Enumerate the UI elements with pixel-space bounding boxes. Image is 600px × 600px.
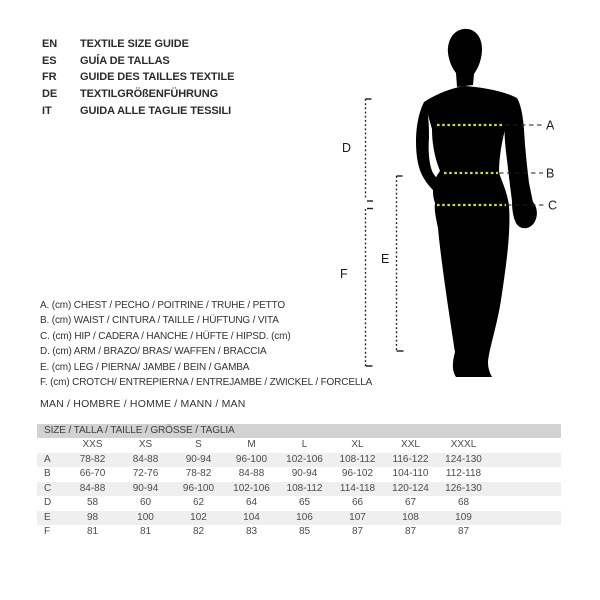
- row-label: B: [44, 468, 51, 479]
- marker-c-label: C: [548, 198, 558, 213]
- legend-line: B. (cm) WAIST / CINTURA / TAILLE / HÜFTUNG / VITA: [40, 315, 279, 327]
- table-cell: 108-112: [339, 453, 376, 465]
- table-cell: 87: [457, 526, 470, 537]
- table-cell: 60: [139, 497, 152, 508]
- table-cell: 106: [296, 511, 313, 523]
- table-cell: 66: [351, 497, 364, 508]
- table-row: [37, 482, 561, 497]
- table-cell: 108: [402, 511, 419, 523]
- language-title: TEXTILGRÖßENFÜHRUNG: [80, 88, 219, 101]
- size-table-title: SIZE / TALLA / TAILLE / GRÖSSE / TAGLIA: [37, 424, 561, 438]
- table-cell: 104: [243, 511, 260, 523]
- table-cell: 85: [298, 526, 311, 537]
- table-cell: 68: [457, 497, 470, 508]
- language-row: [42, 103, 234, 120]
- table-row: [37, 453, 561, 468]
- row-label: A: [44, 453, 51, 465]
- silhouette-head: [448, 29, 482, 87]
- language-title-list: [42, 36, 234, 120]
- silhouette-torso-legs: [424, 86, 517, 377]
- marker-e-label: E: [381, 252, 390, 266]
- language-title: GUIDA ALLE TAGLIE TESSILI: [80, 104, 232, 117]
- language-code: DE: [42, 88, 58, 101]
- row-label: C: [44, 482, 52, 494]
- table-row: [37, 525, 561, 540]
- size-table: [37, 424, 561, 540]
- language-code: ES: [42, 54, 57, 67]
- row-label: D: [44, 497, 52, 508]
- table-cell: 104-110: [392, 468, 429, 479]
- table-cell: M: [247, 439, 256, 450]
- table-row: [37, 438, 561, 453]
- table-cell: 120-124: [392, 482, 429, 494]
- language-row: [42, 86, 234, 103]
- table-cell: 81: [86, 526, 99, 537]
- row-label: E: [44, 511, 51, 523]
- table-cell: 66-70: [79, 468, 106, 479]
- table-cell: 96-100: [235, 453, 268, 465]
- table-cell: XL: [351, 439, 364, 450]
- legend-line: F. (cm) CROTCH/ ENTREPIERNA / ENTREJAMBE / ZWICKEL / FORCELLA: [40, 377, 373, 389]
- language-title: TEXTILE SIZE GUIDE: [80, 38, 189, 50]
- language-row: [42, 53, 234, 70]
- table-cell: 83: [245, 526, 258, 537]
- gender-line: MAN / HOMBRE / HOMME / MANN / MAN: [40, 398, 246, 411]
- table-cell: 67: [404, 497, 417, 508]
- marker-d-label: D: [342, 141, 352, 155]
- table-cell: 124-130: [445, 453, 482, 465]
- table-cell: XXL: [401, 439, 420, 450]
- table-cell: 78-82: [185, 468, 212, 479]
- size-table-body: [37, 438, 561, 540]
- table-cell: 107: [349, 511, 366, 523]
- language-code: IT: [42, 104, 52, 117]
- legend-line: D. (cm) ARM / BRAZO/ BRAS/ WAFFEN / BRACCIA: [40, 346, 267, 358]
- language-row: [42, 69, 234, 86]
- table-cell: 64: [245, 497, 258, 508]
- language-code: EN: [42, 38, 58, 50]
- table-cell: 90-94: [132, 482, 159, 494]
- table-cell: XS: [138, 439, 153, 450]
- man-silhouette: [416, 29, 537, 377]
- table-cell: 82: [192, 526, 205, 537]
- table-cell: S: [195, 439, 202, 450]
- table-row: [37, 467, 561, 482]
- language-row: [42, 36, 234, 53]
- table-cell: 112-118: [445, 468, 482, 479]
- row-label: F: [44, 526, 51, 537]
- table-cell: 109: [455, 511, 472, 523]
- measurement-legend: [40, 298, 372, 412]
- legend-line: A. (cm) CHEST / PECHO / POITRINE / TRUHE / PETTO: [40, 300, 286, 311]
- table-cell: 72-76: [132, 468, 159, 479]
- language-title: GUIDE DES TAILLES TEXTILE: [80, 71, 235, 84]
- table-cell: 84-88: [238, 468, 265, 479]
- legend-line: C. (cm) HIP / CADERA / HANCHE / HÜFTE / HIPSD. (cm): [40, 330, 291, 342]
- legend-line: E. (cm) LEG / PIERNA/ JAMBE / BEIN / GAMBA: [40, 361, 250, 373]
- table-cell: 100: [137, 511, 154, 523]
- table-cell: 78-82: [79, 453, 106, 465]
- table-cell: 65: [298, 497, 311, 508]
- table-cell: 84-88: [132, 453, 159, 465]
- table-cell: 87: [351, 526, 364, 537]
- table-cell: 87: [404, 526, 417, 537]
- language-title: GUÍA DE TALLAS: [80, 54, 170, 67]
- table-cell: 90-94: [185, 453, 212, 465]
- table-cell: 114-118: [339, 482, 376, 494]
- table-cell: L: [301, 439, 308, 450]
- silhouette-right-arm: [505, 98, 537, 228]
- marker-f-label: F: [340, 267, 348, 281]
- man-silhouette-figure: [335, 20, 600, 405]
- table-cell: 98: [86, 511, 99, 523]
- language-code: FR: [42, 71, 57, 84]
- table-cell: 116-122: [392, 453, 429, 465]
- table-cell: 102-106: [286, 453, 323, 465]
- table-row: [37, 511, 561, 526]
- table-row: [37, 496, 561, 511]
- table-cell: 58: [86, 497, 99, 508]
- table-cell: 84-88: [79, 482, 106, 494]
- table-cell: 96-102: [341, 468, 374, 479]
- marker-a-label: A: [546, 118, 555, 133]
- table-cell: 96-100: [182, 482, 215, 494]
- table-cell: 108-112: [286, 482, 323, 494]
- table-cell: XXS: [82, 439, 103, 450]
- table-cell: 102: [190, 511, 207, 523]
- table-cell: 62: [192, 497, 205, 508]
- table-cell: 102-106: [233, 482, 270, 494]
- table-cell: XXXL: [450, 439, 477, 450]
- table-cell: 90-94: [291, 468, 318, 479]
- marker-b-label: B: [546, 166, 555, 181]
- table-cell: 81: [139, 526, 152, 537]
- table-cell: 126-130: [445, 482, 482, 494]
